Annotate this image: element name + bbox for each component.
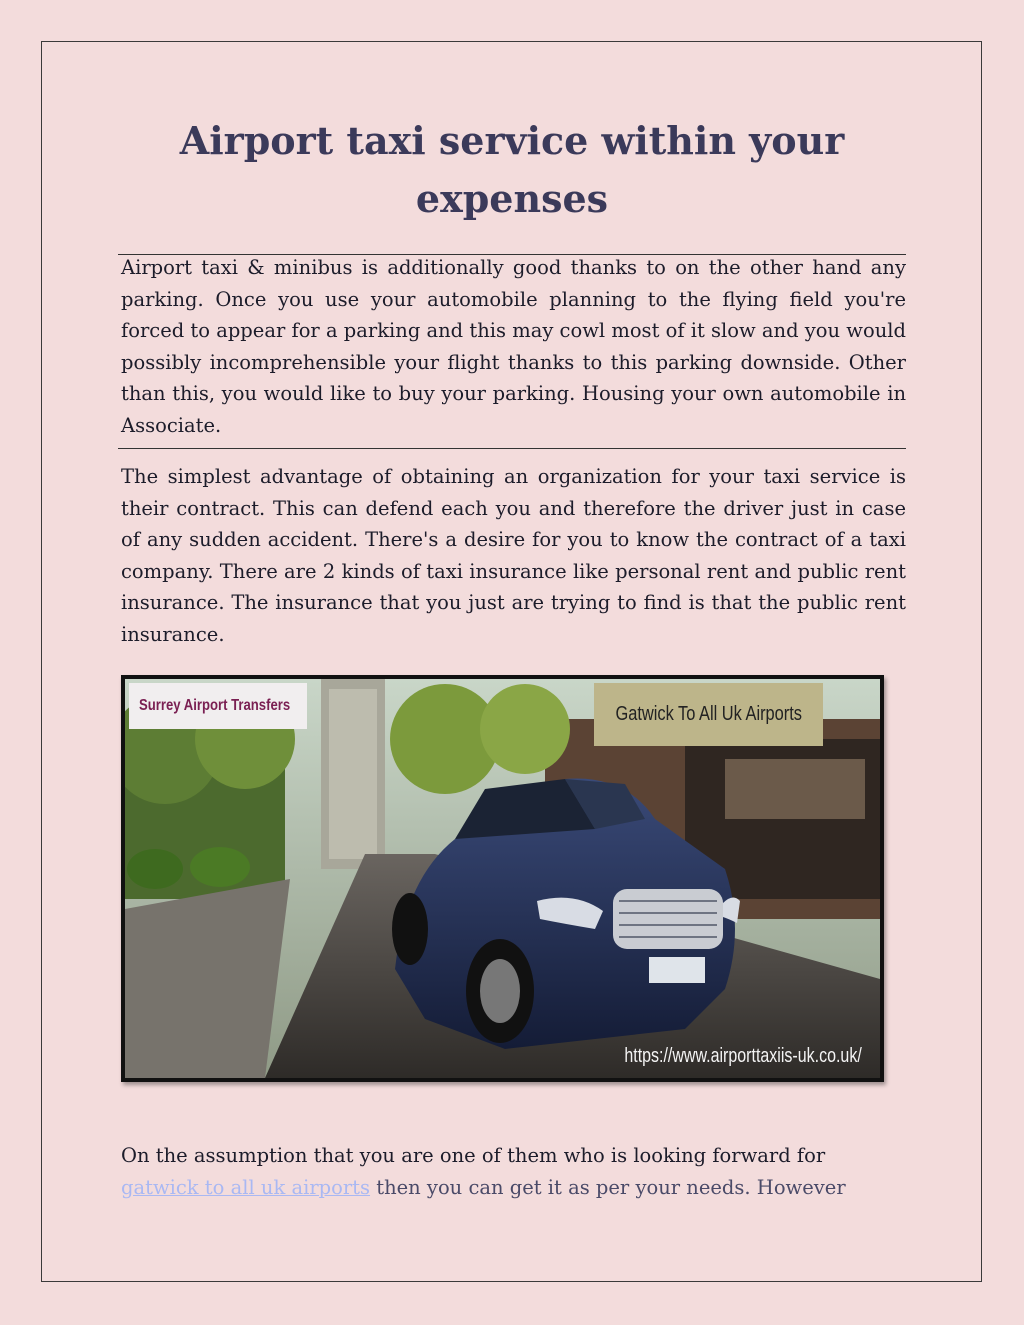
taxi-photo <box>121 675 884 1082</box>
closing-paragraph <box>121 1140 906 1203</box>
divider-middle <box>118 448 906 449</box>
closing-line-2: then you can get it as per your needs. However <box>376 1175 846 1199</box>
route-banner-text: Gatwick To All Uk Airports <box>615 703 802 725</box>
gatwick-airports-link[interactable]: gatwick to all uk airports <box>121 1175 371 1199</box>
brand-name: Surrey Airport Transfers <box>139 697 291 714</box>
title-line-1: Airport taxi service within your <box>179 118 845 163</box>
page-title <box>0 112 1024 228</box>
closing-line-1: On the assumption that you are one of them who is looking forward for <box>121 1144 826 1167</box>
paragraph-insurance: The simplest advantage of obtaining an organization for your taxi service is their contract. This can defend each you and therefore the driver just in case of any sudden accident. There's a desire for you to know the contract of a taxi company. There are 2 kinds of taxi insurance like personal rent and public rent insurance. The insurance that you just are trying to find is that the public rent insurance. <box>121 465 906 646</box>
route-banner <box>594 683 823 746</box>
title-line-2: expenses <box>415 176 609 221</box>
paragraph-parking: Airport taxi & minibus is additionally good thanks to on the other hand any parking. Once you use your automobile planning to the flying field you're forced to appear for a parking and this may cowl most of it slow and you would possibly incomprehensible your flight thanks to this parking downside. Other than this, you would like to buy your parking. Housing your own automobile in Associate. <box>121 256 906 437</box>
website-url: https://www.airporttaxiis-uk.co.uk/ <box>624 1045 862 1067</box>
brand-banner <box>129 683 307 729</box>
